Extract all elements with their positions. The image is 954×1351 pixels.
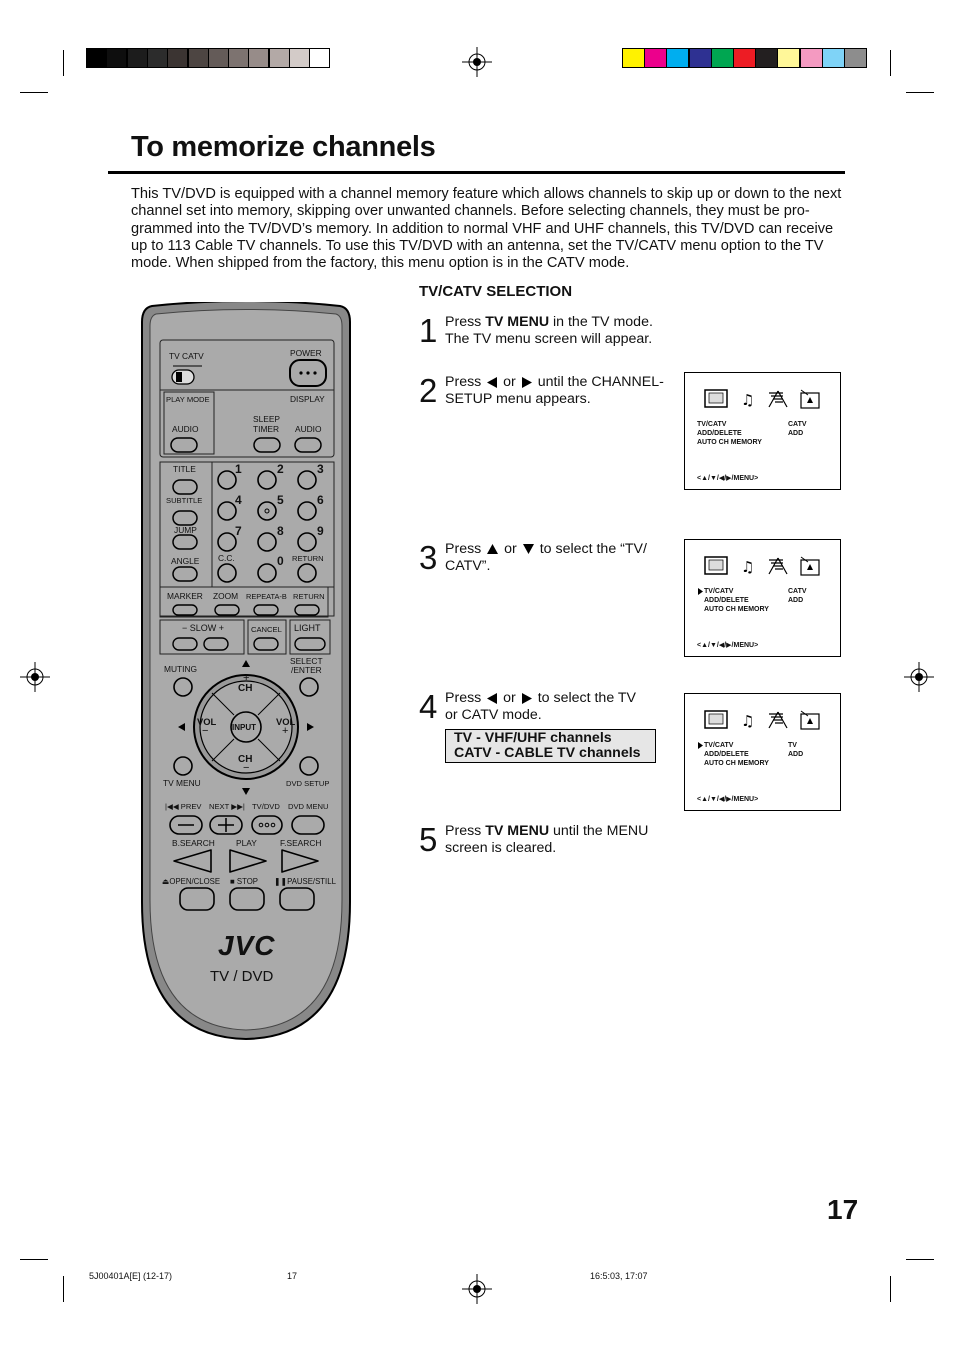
remote-label-marker: MARKER (167, 591, 203, 601)
step-number: 1 (419, 312, 438, 349)
page-title: To memorize channels (131, 131, 436, 163)
menu-icons-row (703, 708, 833, 734)
remote-label-muting: MUTING (164, 664, 198, 674)
remote-label-f-search: F.SEARCH (280, 838, 322, 848)
color-swatch (777, 48, 800, 68)
remote-label-select: SELECT (290, 656, 323, 666)
color-swatch (822, 48, 845, 68)
remote-label-cancel: CANCEL (251, 625, 282, 634)
menu-cursor-icon (698, 588, 703, 595)
footer-page: 17 (287, 1271, 298, 1281)
menu-value-tv-catv: CATV (788, 588, 807, 595)
crop-mark (20, 1259, 48, 1260)
remote-digit: 1 (235, 462, 242, 476)
menu-item-auto-ch-memory: AUTO CH MEMORY (697, 439, 762, 446)
color-swatch (711, 48, 734, 68)
remote-label-tv-menu: TV MENU (163, 778, 201, 788)
gray-swatch (208, 48, 229, 68)
menu-icons-row (703, 554, 833, 580)
gray-swatch (167, 48, 188, 68)
color-swatch (733, 48, 756, 68)
remote-label-light: LIGHT (294, 623, 321, 633)
arrow-right-icon (522, 693, 532, 704)
step-3-text: Press or to select the “TV/ CATV”. (445, 541, 647, 575)
menu-item-add-delete: ADD/DELETE (704, 597, 749, 604)
gray-swatch (248, 48, 269, 68)
arrow-left-icon (487, 693, 497, 704)
svg-text:♫: ♫ (741, 558, 755, 576)
step-5-text: Press TV MENU until the MENU screen is cleared. (445, 823, 649, 857)
remote-label-audio: AUDIO (172, 424, 199, 434)
mode-legend-catv: CATV - CABLE TV channels (454, 745, 641, 761)
remote-digit: 4 (235, 493, 242, 507)
mode-legend-box (445, 729, 656, 763)
menu-item-tv-catv: TV/CATV (697, 421, 727, 428)
crop-mark (890, 1276, 891, 1302)
menu-item-add-delete: ADD/DELETE (697, 430, 742, 437)
remote-label-tv-dvd: TV/DVD (252, 802, 280, 811)
remote-label-return: RETURN (292, 554, 324, 563)
title-rule (108, 171, 845, 174)
gray-swatch (147, 48, 168, 68)
menu-icons-row (703, 387, 833, 413)
crop-mark (890, 50, 891, 76)
remote-digit: 8 (277, 524, 284, 538)
svg-text:♫: ♫ (741, 712, 755, 730)
menu-item-tv-catv: TV/CATV (704, 588, 734, 595)
crop-mark (906, 92, 934, 93)
menu-item-auto-ch-memory: AUTO CH MEMORY (704, 760, 769, 767)
step-number: 2 (419, 372, 438, 409)
arrow-right-icon (522, 377, 532, 388)
section-heading: TV/CATV SELECTION (419, 283, 573, 300)
gray-swatch (269, 48, 290, 68)
remote-label-subtitle: SUBTITLE (166, 496, 203, 505)
menu-item-tv-catv: TV/CATV (704, 742, 734, 749)
remote-label-tv-catv: TV CATV (169, 351, 204, 361)
remote-label-input: INPUT (232, 723, 256, 732)
remote-label-jump: JUMP (174, 525, 197, 535)
menu-item-auto-ch-memory: AUTO CH MEMORY (704, 606, 769, 613)
arrow-up-icon (487, 544, 498, 554)
remote-minus-sign: − (202, 725, 209, 737)
menu-value-add-delete: ADD (788, 751, 804, 758)
menu-nav-hint: <▲/▼/◀/▶/MENU> (697, 642, 759, 649)
step-number: 5 (419, 821, 438, 858)
remote-label-prev: |◀◀ PREV (165, 802, 202, 811)
registration-mark-icon (904, 662, 934, 692)
gray-swatch (309, 48, 330, 68)
color-swatch (689, 48, 712, 68)
remote-digit: 2 (277, 462, 284, 476)
remote-label-repeat-ab: REPEATA-B (246, 592, 287, 601)
remote-digit: 9 (317, 524, 324, 538)
arrow-down-icon (523, 544, 534, 554)
remote-label-vol-up: VOL (276, 716, 296, 727)
registration-mark-icon (462, 1274, 492, 1304)
crop-mark (906, 1259, 934, 1260)
remote-label-title: TITLE (173, 464, 196, 474)
menu-value-tv-catv: TV (788, 742, 797, 749)
remote-label-zoom: ZOOM (213, 591, 239, 601)
gray-swatch (188, 48, 209, 68)
color-swatch (622, 48, 645, 68)
crop-mark (63, 50, 64, 76)
gray-swatch (127, 48, 148, 68)
svg-text:♫: ♫ (741, 391, 755, 409)
menu-nav-hint: <▲/▼/◀/▶/MENU> (697, 475, 759, 482)
remote-label-pause-still: ❚❚PAUSE/STILL (274, 877, 336, 886)
footer-timestamp: 16:5:03, 17:07 (590, 1271, 648, 1281)
gray-swatch (228, 48, 249, 68)
menu-cursor-icon (698, 742, 703, 749)
step-number: 3 (419, 539, 438, 576)
remote-label-power: POWER (290, 348, 322, 358)
color-swatch (844, 48, 867, 68)
remote-label-play: PLAY (236, 838, 257, 848)
gray-swatch (86, 48, 107, 68)
remote-label-dvd-menu: DVD MENU (288, 802, 329, 811)
remote-digit: 6 (317, 493, 324, 507)
remote-label-display: DISPLAY (290, 394, 325, 404)
step-number: 4 (419, 688, 438, 725)
crop-mark (63, 1276, 64, 1302)
step-1-text: Press TV MENU in the TV mode. The TV menu screen will appear. (445, 314, 653, 348)
remote-label-slow: − SLOW + (182, 623, 225, 633)
remote-label-timer: TIMER (253, 424, 280, 434)
remote-label-vol-down: VOL (197, 716, 217, 727)
color-swatch (666, 48, 689, 68)
step-4-text: Press or to select the TV or CATV mode. (445, 690, 637, 724)
color-swatch (755, 48, 778, 68)
registration-mark-icon (20, 662, 50, 692)
remote-label-cc: C.C. (218, 553, 235, 563)
remote-label-open-close: ⏏OPEN/CLOSE (162, 877, 221, 886)
arrow-left-icon (487, 377, 497, 388)
mode-legend-tv: TV - VHF/UHF channels (454, 730, 612, 746)
remote-label-play-mode: PLAY MODE (166, 395, 210, 404)
remote-minus-sign: − (243, 762, 250, 774)
menu-screen-step-4 (684, 693, 841, 811)
menu-value-tv-catv: CATV (788, 421, 807, 428)
remote-digit: 3 (317, 462, 324, 476)
remote-label-return: RETURN (293, 592, 325, 601)
jvc-logo: JVC (218, 930, 276, 961)
remote-label-angle: ANGLE (171, 556, 200, 566)
remote-digit: 0 (277, 554, 284, 568)
menu-value-add-delete: ADD (788, 430, 804, 437)
menu-value-add-delete: ADD (788, 597, 804, 604)
remote-label-dvd-setup: DVD SETUP (286, 779, 330, 788)
step-2-text: Press or until the CHANNEL- SETUP menu appears. (445, 374, 664, 408)
menu-screen-step-3 (684, 539, 841, 657)
remote-label-enter: /ENTER (291, 665, 322, 675)
remote-plus-sign: + (282, 725, 289, 737)
remote-model-label: TV / DVD (210, 968, 274, 985)
menu-screen-step-2 (684, 372, 841, 490)
remote-digit: 5 (277, 493, 284, 507)
color-swatch (800, 48, 823, 68)
gray-swatch (106, 48, 127, 68)
remote-label-sleep: SLEEP (253, 414, 281, 424)
gray-swatch (289, 48, 310, 68)
remote-label-b-search: B.SEARCH (172, 838, 215, 848)
remote-digit: 7 (235, 524, 242, 538)
color-swatch (644, 48, 667, 68)
remote-label-ch-down: CH (238, 754, 253, 765)
page-number: 17 (827, 1194, 859, 1225)
footer-doc-code: 5J00401A[E] (12-17) (89, 1271, 173, 1281)
remote-label-next: NEXT ▶▶| (209, 802, 245, 811)
remote-label-stop: ■ STOP (230, 877, 258, 886)
crop-mark (20, 92, 48, 93)
remote-label-audio: AUDIO (295, 424, 322, 434)
registration-mark-icon (462, 47, 492, 77)
menu-nav-hint: <▲/▼/◀/▶/MENU> (697, 796, 759, 803)
remote-plus-sign: + (243, 672, 250, 684)
intro-paragraph: This TV/DVD is equipped with a channel memory feature which allows channels to skip up or down to the next channel set into memory, skipping over unwanted channels. Before selecting channels, they must be pro-grammed into the TV/DVD’s memory. In addition to normal VHF and UHF channels, this TV/DVD can receive up to 113 Cable TV channels. To use this TV/DVD with an antenna, set the TV/CATV menu option to the TV mode. When shipped from the factory, this menu option is in the CATV mode. (131, 186, 842, 272)
remote-label-ch-up: CH (238, 683, 253, 694)
menu-item-add-delete: ADD/DELETE (704, 751, 749, 758)
